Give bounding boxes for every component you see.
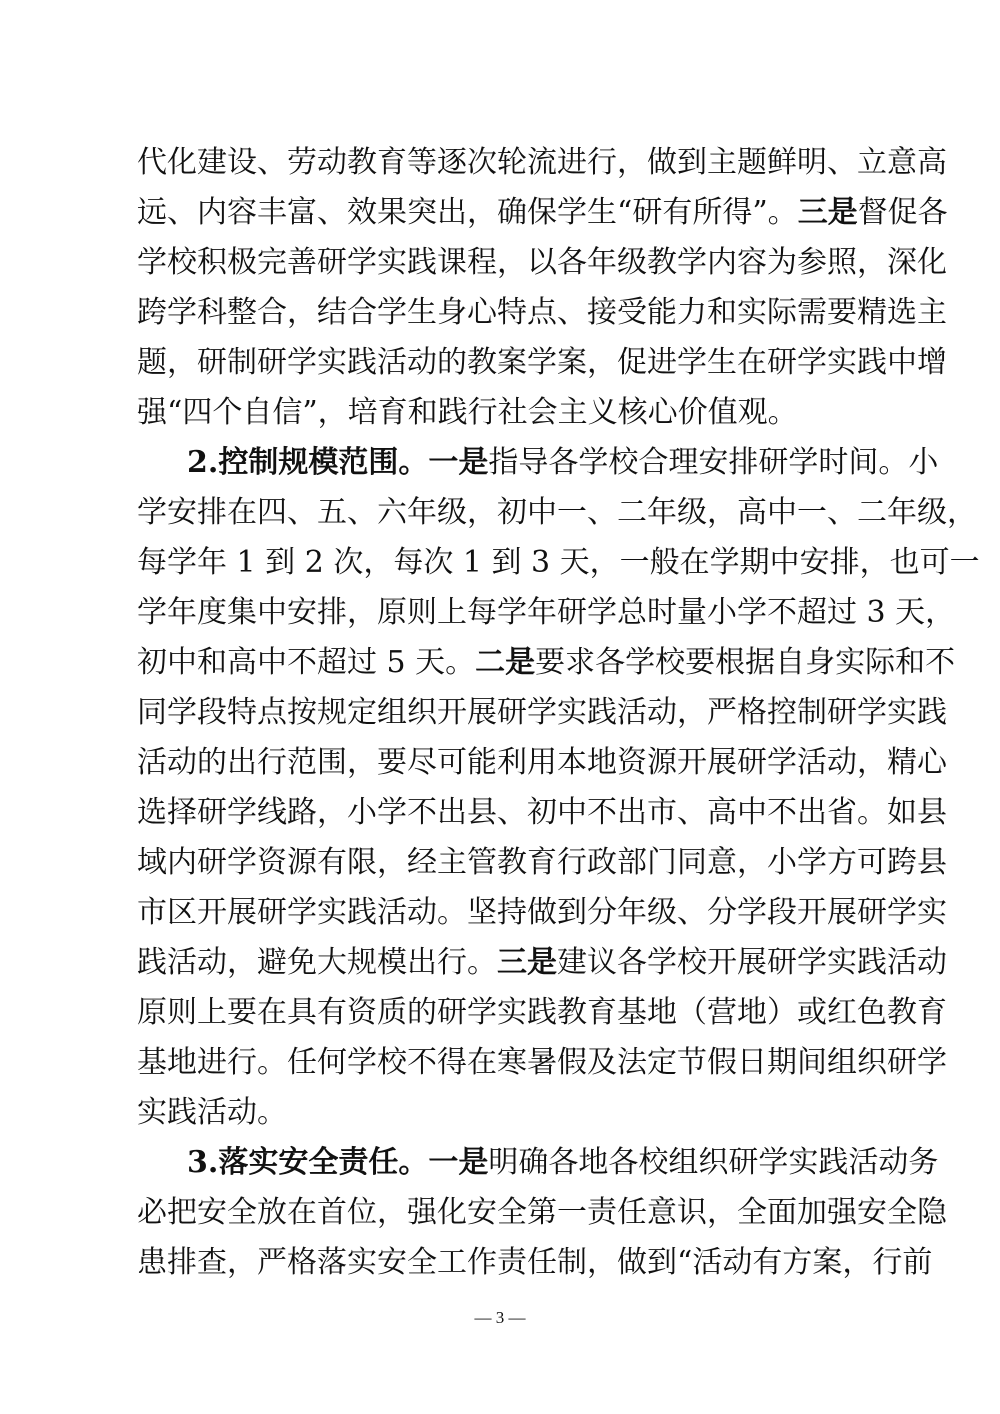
emphasis-marker: 二是 — [475, 645, 536, 680]
paragraph-line: 代化建设、劳动教育等逐次轮流进行，做到主题鲜明、立意高 — [137, 145, 947, 180]
paragraph-line: 跨学科整合，结合学生身心特点、接受能力和实际需要精选主 — [137, 295, 947, 330]
paragraph-line: 原则上要在具有资质的研学实践教育基地（营地）或红色教育 — [137, 995, 947, 1030]
page-number: — 3 — — [474, 1308, 526, 1327]
paragraph-line: 必把安全放在首位，强化安全第一责任意识，全面加强安全隐 — [137, 1195, 947, 1230]
text-run: 初中和高中不超过 5 天。 — [137, 645, 476, 680]
paragraph-line: 选择研学线路，小学不出县、初中不出市、高中不出省。如县 — [137, 795, 947, 830]
emphasis-marker: 三是 — [797, 195, 858, 230]
paragraph-line: 学安排在四、五、六年级，初中一、二年级，高中一、二年级， — [137, 495, 977, 530]
emphasis-marker: 一是 — [428, 1145, 489, 1180]
paragraph-line: 每学年 1 到 2 次，每次 1 到 3 天，一般在学期中安排，也可一 — [137, 545, 980, 580]
paragraph-line: 活动的出行范围，要尽可能利用本地资源开展研学活动，精心 — [137, 745, 947, 780]
paragraph-line — [137, 193, 948, 233]
section-heading-line — [187, 443, 939, 483]
paragraph-line: 市区开展研学实践活动。坚持做到分年级、分学段开展研学实 — [137, 895, 947, 930]
paragraph-line: 强“四个自信”，培育和践行社会主义核心价值观。 — [137, 395, 798, 430]
section-heading: 3.落实安全责任。 — [187, 1145, 429, 1180]
text-run: 建议各学校开展研学实践活动 — [557, 945, 947, 980]
paragraph-line: 患排查，严格落实安全工作责任制，做到“活动有方案，行前 — [137, 1245, 933, 1280]
text-run: 要求各学校要根据自身实际和不 — [535, 645, 956, 680]
paragraph-line: 域内研学资源有限，经主管教育行政部门同意，小学方可跨县 — [137, 845, 947, 880]
text-run: 明确各地各校组织研学实践活动务 — [488, 1145, 939, 1180]
paragraph-line: 学年度集中安排，原则上每学年研学总时量小学不超过 3 天， — [137, 595, 956, 630]
section-heading: 2.控制规模范围。 — [187, 445, 429, 480]
paragraph-line — [137, 943, 947, 983]
paragraph-line: 基地进行。任何学校不得在寒暑假及法定节假日期间组织研学 — [137, 1045, 947, 1080]
text-run: 远、内容丰富、效果突出，确保学生“研有所得”。 — [137, 195, 798, 230]
paragraph-line: 实践活动。 — [137, 1095, 287, 1130]
text-run: 督促各 — [857, 195, 948, 230]
paragraph-line: 学校积极完善研学实践课程，以各年级教学内容为参照，深化 — [137, 245, 947, 280]
text-run: 指导各学校合理安排研学时间。小 — [488, 445, 939, 480]
emphasis-marker: 一是 — [428, 445, 489, 480]
paragraph-line — [137, 643, 956, 683]
text-run: 践活动，避免大规模出行。 — [137, 945, 497, 980]
section-heading-line — [187, 1143, 939, 1183]
emphasis-marker: 三是 — [497, 945, 557, 980]
paragraph-line: 题，研制研学实践活动的教案学案，促进学生在研学实践中增 — [137, 345, 947, 380]
paragraph-line: 同学段特点按规定组织开展研学实践活动，严格控制研学实践 — [137, 695, 947, 730]
